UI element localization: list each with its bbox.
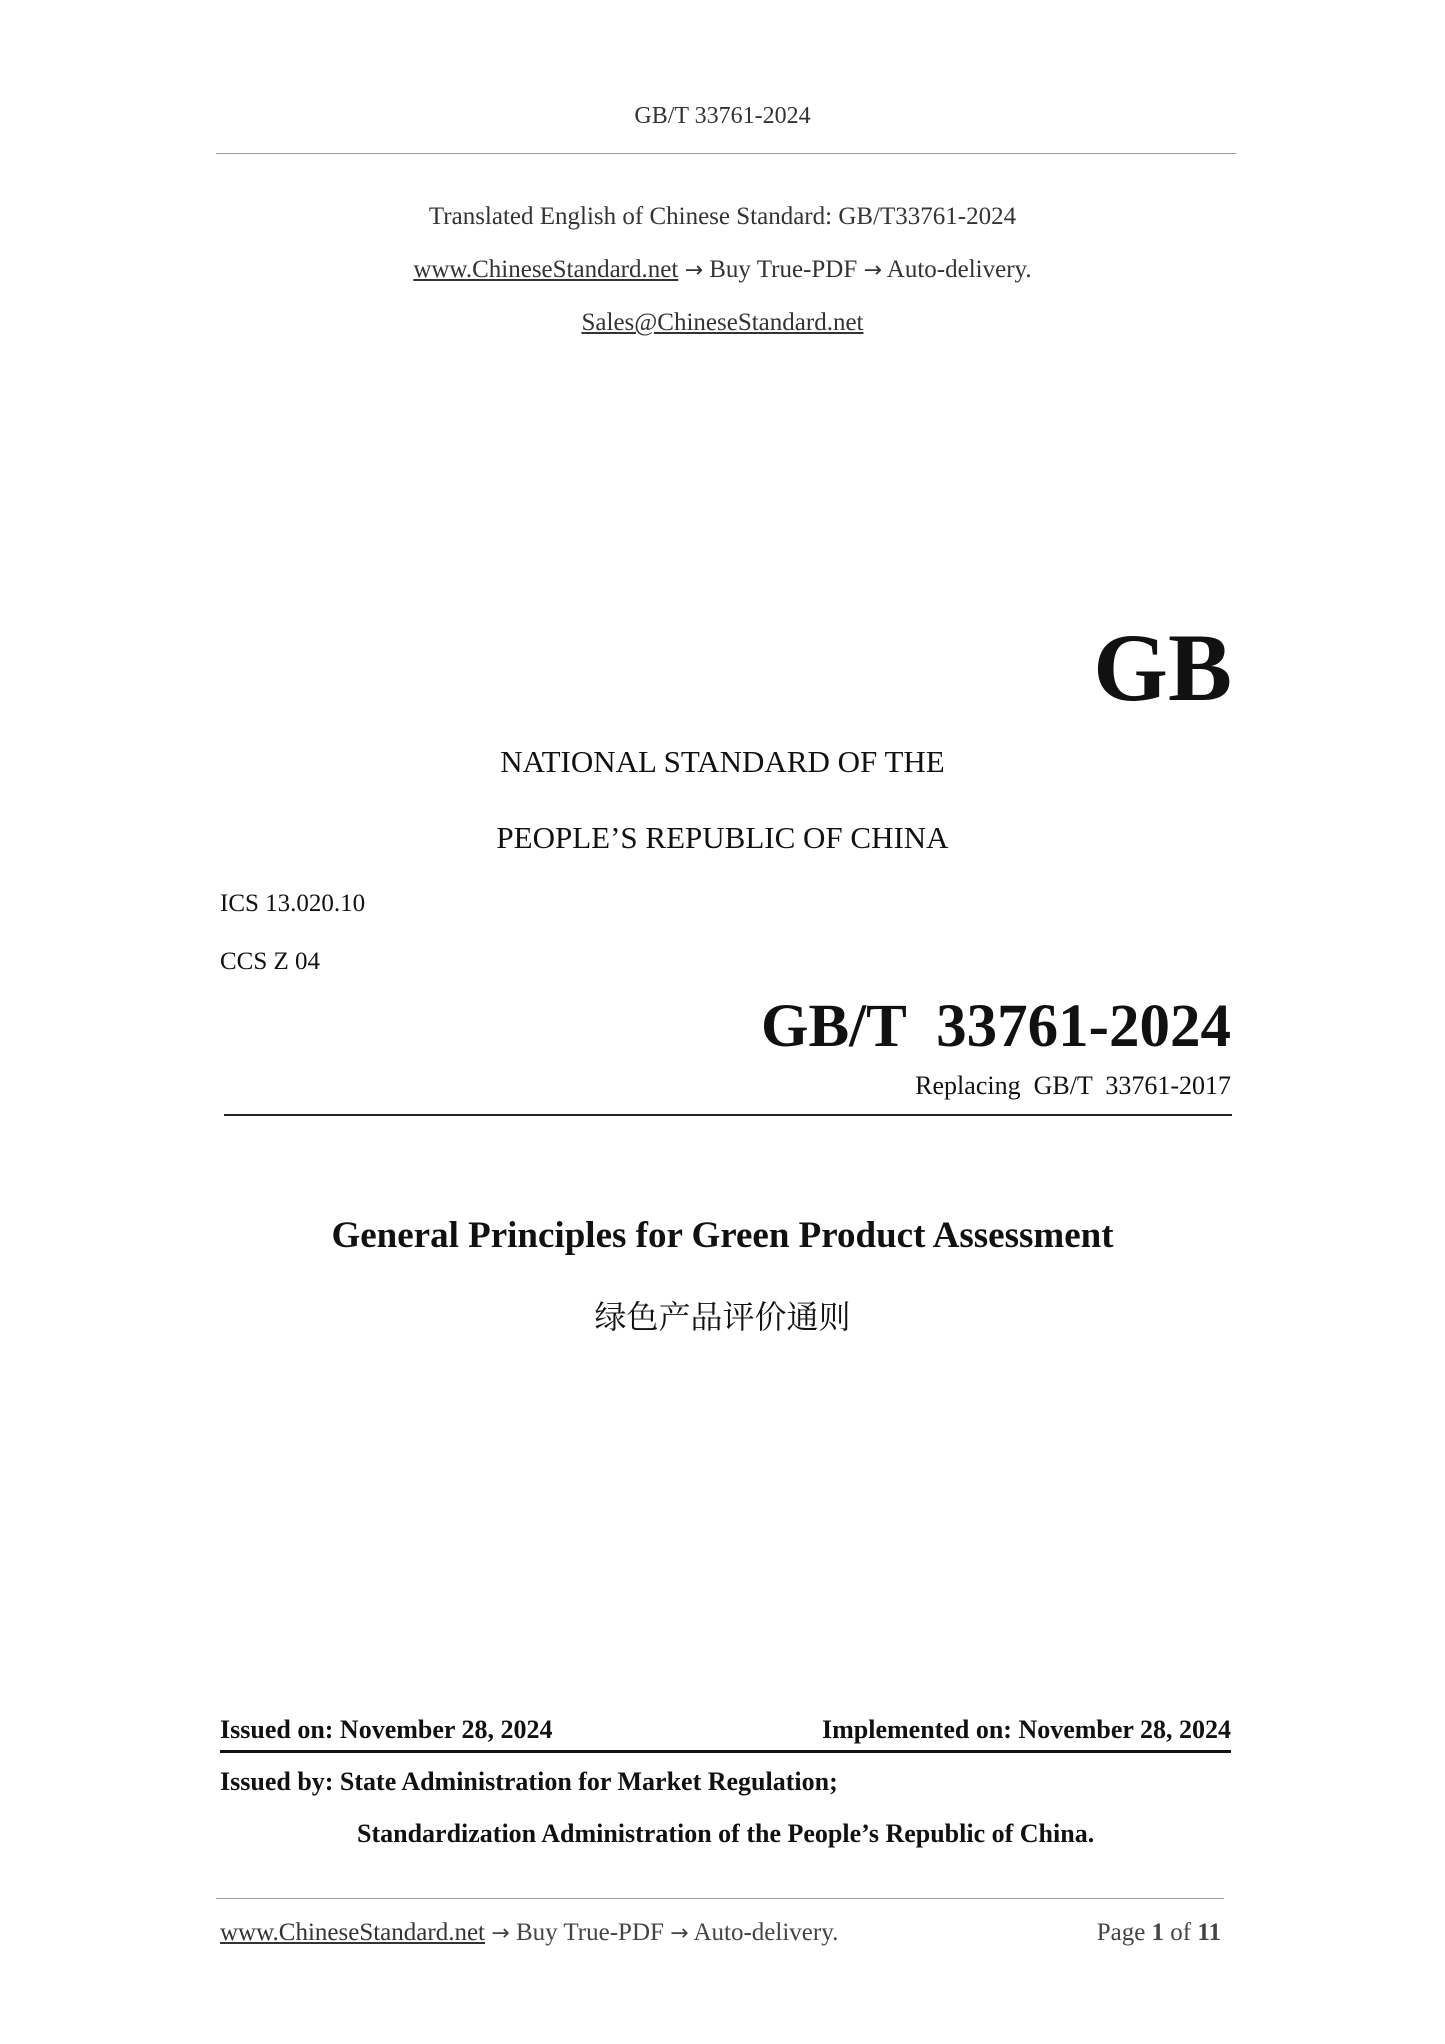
- ccs-code: CCS Z 04: [220, 948, 321, 975]
- page-label: Page: [1096, 1919, 1146, 1946]
- title-chinese: 绿色产品评价通则: [594, 1298, 851, 1336]
- gb-mark: GB: [1093, 614, 1232, 721]
- page-indicator: [1097, 1919, 1221, 1947]
- buy-true-pdf-text: Buy True-PDF: [709, 256, 858, 283]
- national-standard-line2: PEOPLE’S REPUBLIC OF CHINA: [496, 820, 949, 855]
- site-link[interactable]: www.ChineseStandard.net: [413, 256, 679, 283]
- arrow-right-icon: →: [684, 258, 703, 283]
- arrow-right-icon: →: [863, 258, 882, 283]
- issued-on: Issued on: November 28, 2024: [220, 1715, 553, 1744]
- header-rule: [216, 153, 1236, 154]
- replacing-note: Replacing GB/T 33761-2017: [915, 1071, 1231, 1100]
- promo-line: [0, 256, 1445, 284]
- footer-buy-text: Buy True-PDF: [515, 1919, 664, 1946]
- footer-rule: [216, 1898, 1224, 1899]
- arrow-right-icon: →: [670, 1921, 689, 1946]
- page-of: of: [1170, 1919, 1192, 1946]
- national-standard-line1: NATIONAL STANDARD OF THE: [500, 744, 945, 779]
- auto-delivery-text: Auto-delivery.: [886, 256, 1032, 283]
- footer-auto-text: Auto-delivery.: [693, 1919, 839, 1946]
- page-total: 11: [1197, 1919, 1221, 1946]
- standard-number: GB/T 33761-2024: [761, 993, 1231, 1060]
- running-header: GB/T 33761-2024: [634, 103, 811, 129]
- issue-rule: [220, 1750, 1231, 1753]
- translation-notice: Translated English of Chinese Standard: GB/T33761-2024: [428, 203, 1017, 230]
- arrow-right-icon: →: [491, 1921, 510, 1946]
- sales-email-line: [0, 309, 1445, 337]
- footer-site-link[interactable]: www.ChineseStandard.net: [220, 1919, 485, 1946]
- standard-number-rule: [224, 1114, 1232, 1116]
- footer-promo: [220, 1919, 838, 1947]
- title-english: General Principles for Green Product Assessment: [331, 1215, 1114, 1256]
- ics-code: ICS 13.020.10: [220, 890, 366, 917]
- sales-email-link[interactable]: Sales@ChineseStandard.net: [581, 309, 864, 336]
- issued-by-line1: Issued by: State Administration for Market Regulation;: [220, 1767, 838, 1796]
- implemented-on: Implemented on: November 28, 2024: [822, 1715, 1231, 1744]
- issued-by-line2: Standardization Administration of the People’s Republic of China.: [357, 1819, 1095, 1848]
- page-current: 1: [1151, 1919, 1165, 1946]
